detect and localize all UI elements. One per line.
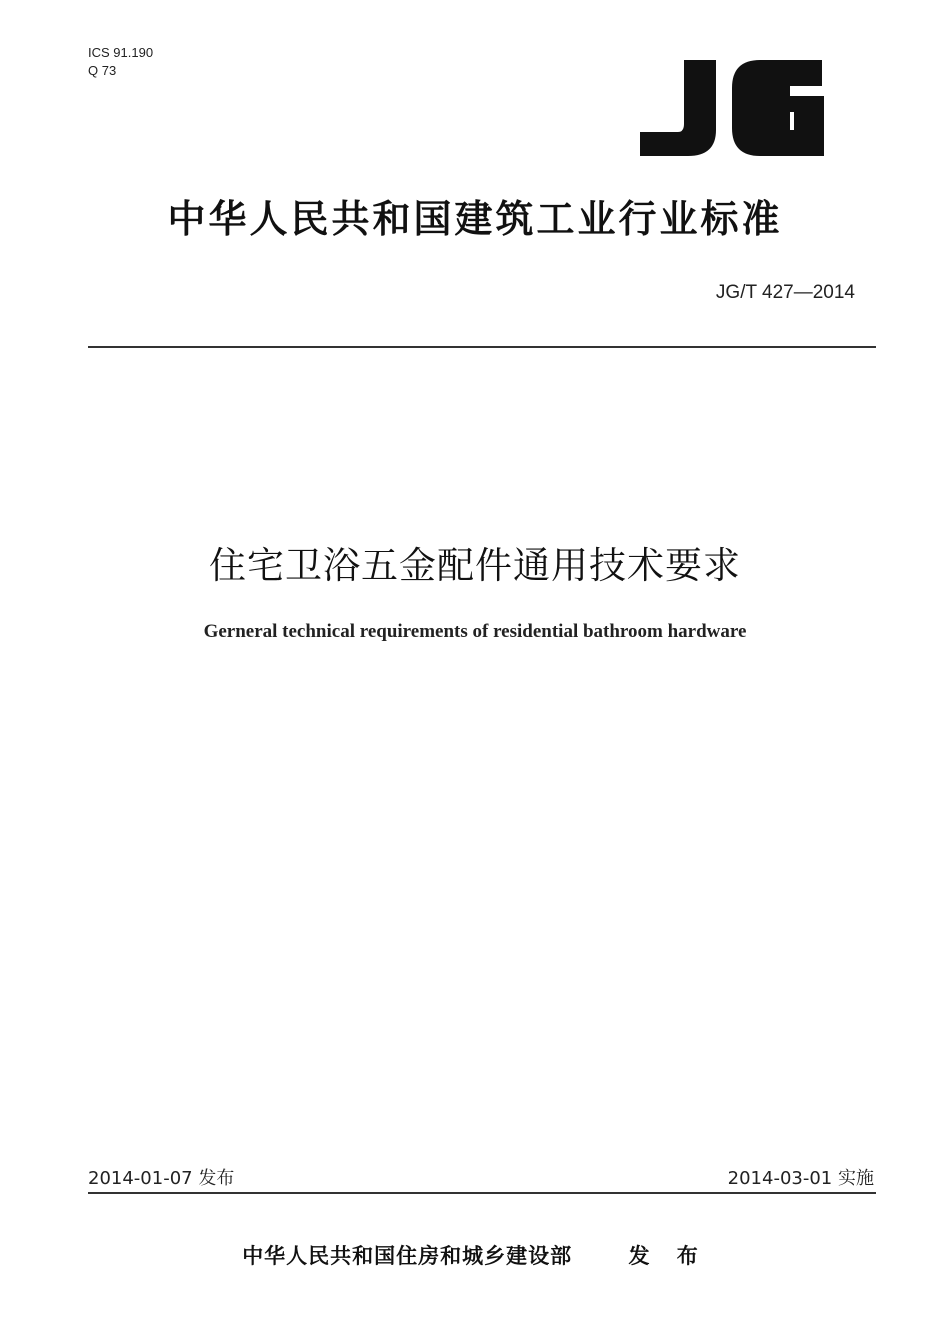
document-title-english: Gerneral technical requirements of residential bathroom hardware (203, 621, 747, 642)
implementation-label: 实施 (838, 1168, 874, 1189)
issuer-name: 中华人民共和国住房和城乡建设部 (242, 1244, 573, 1268)
jg-logo-letter-g (732, 60, 824, 156)
issue-date: 2014-01-07 (88, 1168, 193, 1189)
document-title-chinese: 住宅卫浴五金配件通用技术要求 (209, 544, 741, 587)
issuer-block (0, 1240, 950, 1270)
classification-code: Q 73 (88, 63, 117, 78)
ics-code: ICS 91.190 (88, 45, 154, 60)
jg-logo-letter-j (640, 60, 716, 156)
standard-number: JG/T 427—2014 (715, 282, 855, 303)
implementation-date: 2014-03-01 (727, 1168, 833, 1189)
classification-codes (88, 44, 153, 80)
implementation-date-block (728, 1164, 874, 1190)
bottom-divider (88, 1192, 876, 1194)
issuer-action: 发 布 (628, 1244, 708, 1268)
jg-logo (636, 60, 826, 156)
standard-category-title: 中华人民共和国建筑工业行业标准 (167, 197, 783, 241)
top-divider (88, 346, 876, 348)
issue-label: 发布 (198, 1168, 235, 1189)
issue-date-block (88, 1164, 234, 1190)
